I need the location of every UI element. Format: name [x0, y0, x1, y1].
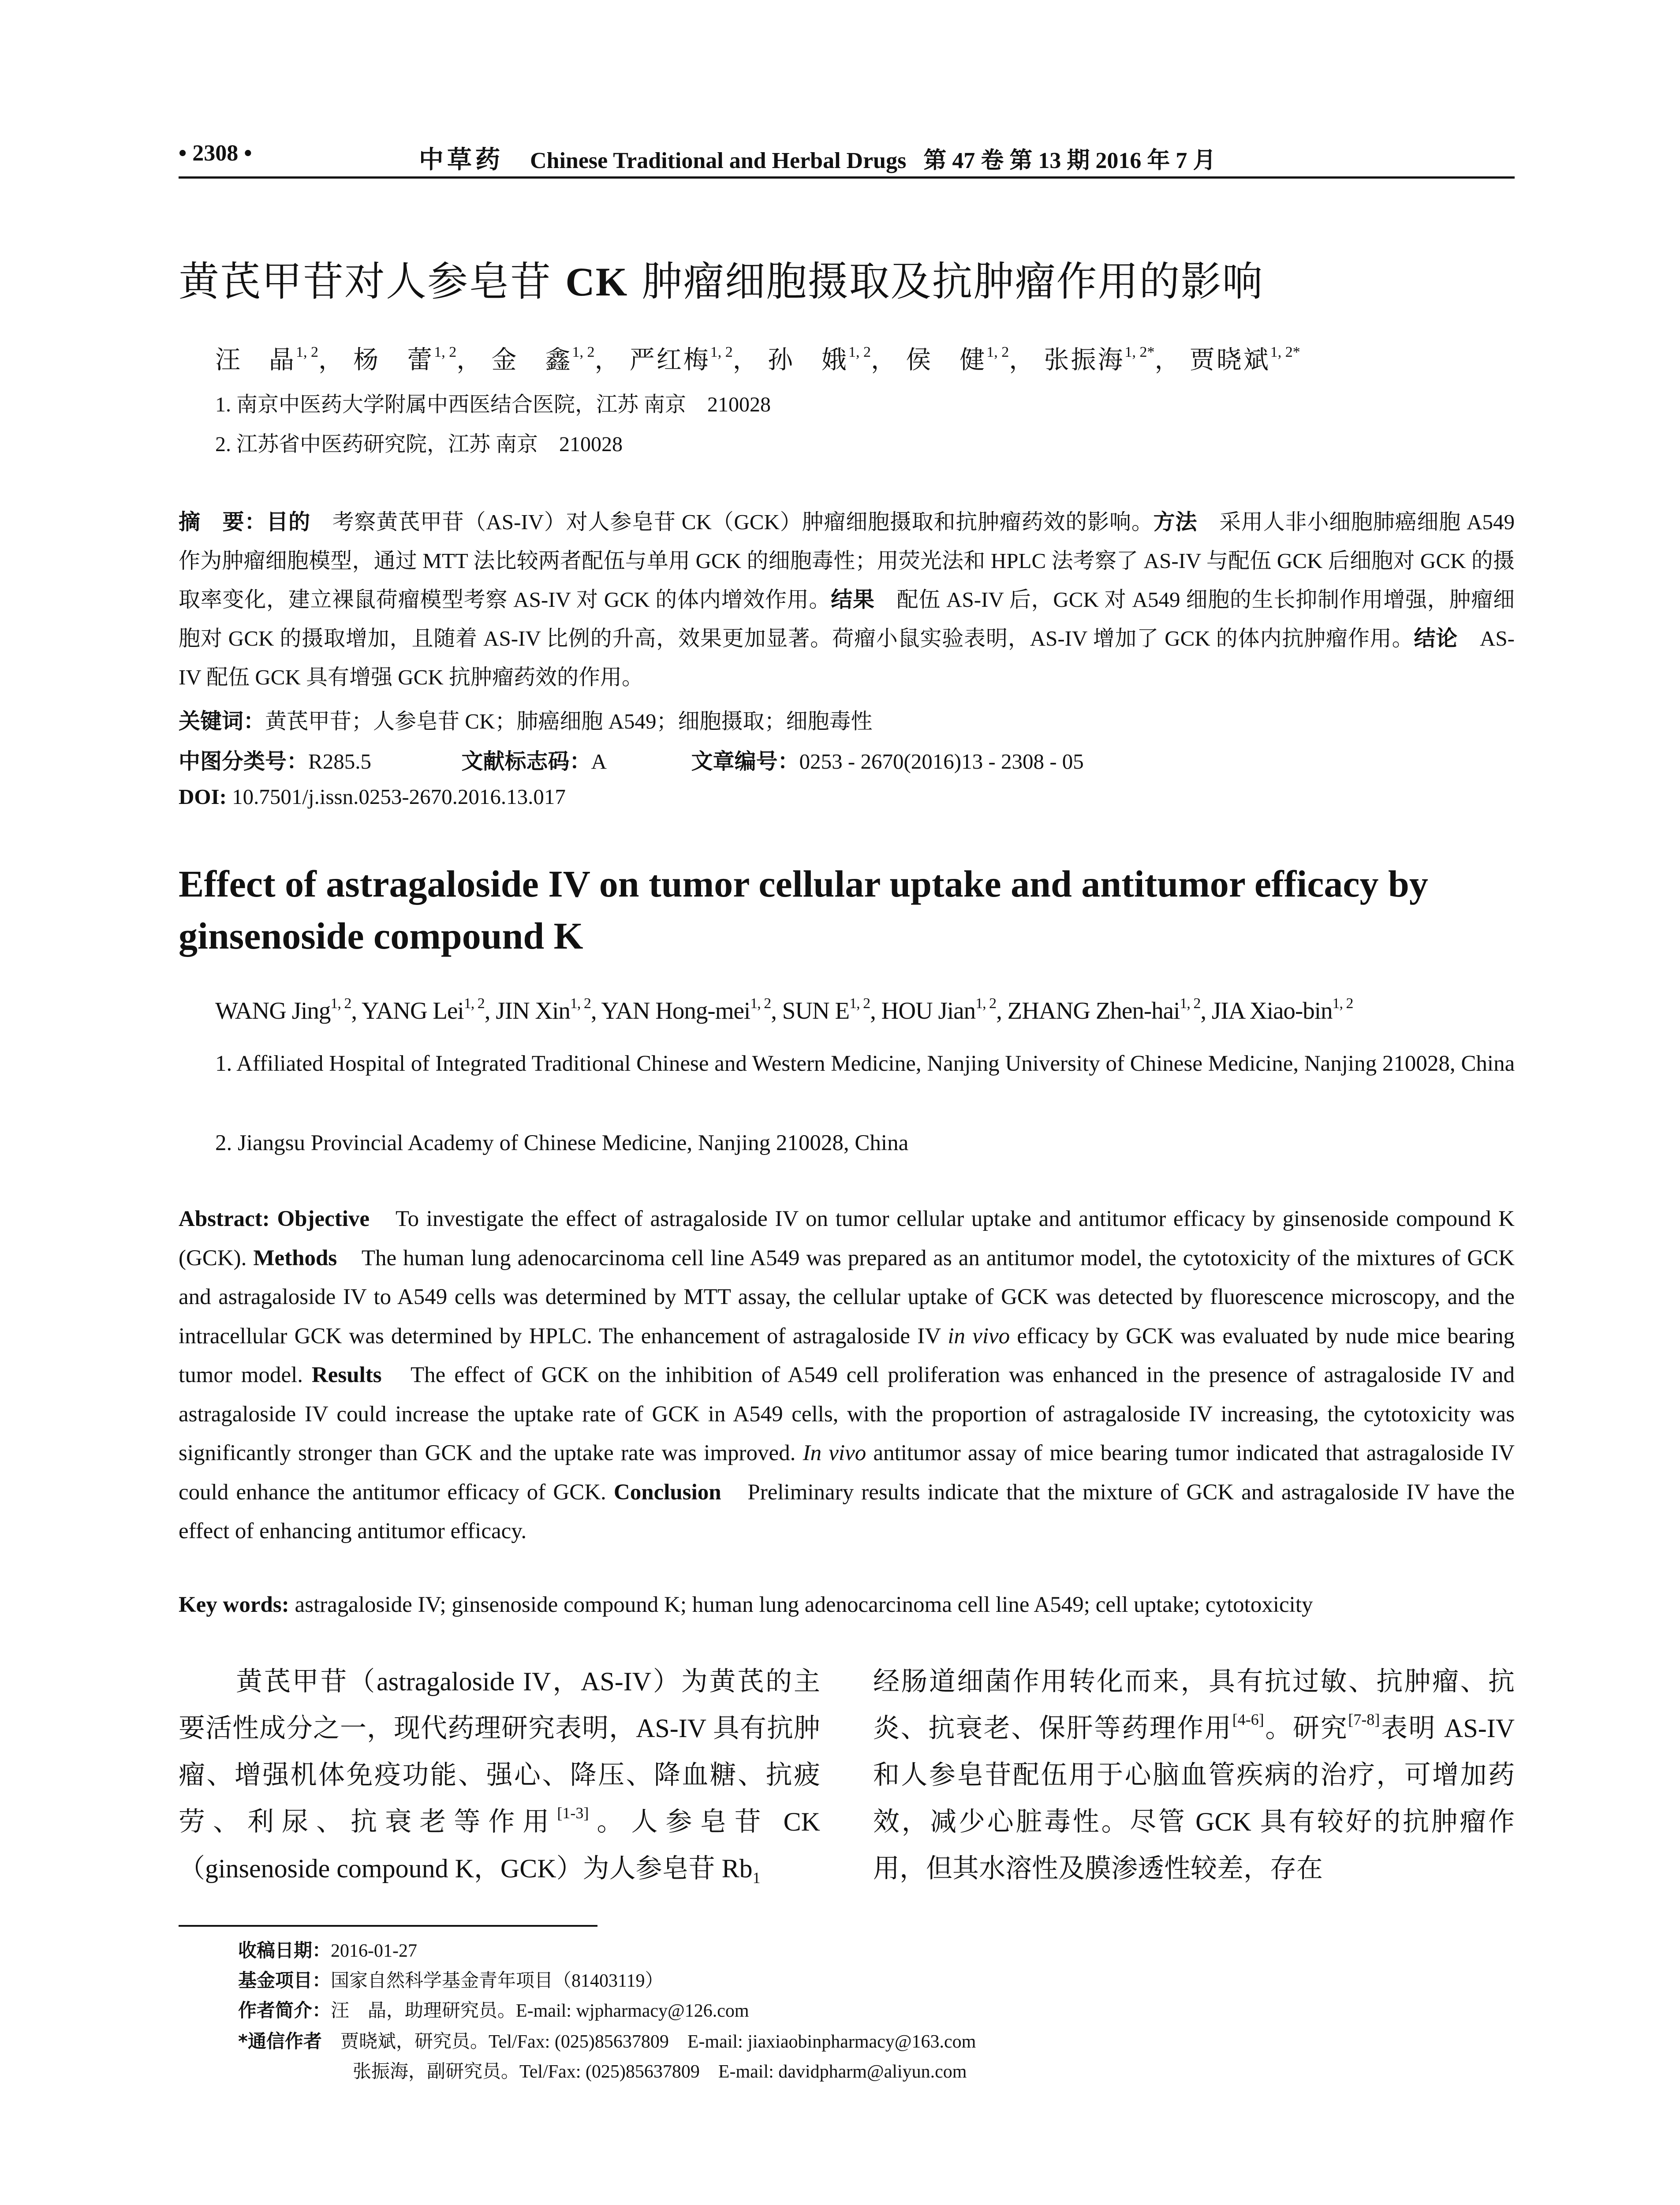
- keywords-cn: [179, 704, 872, 735]
- footnote-rule: [179, 1925, 597, 1927]
- authors-cn: 汪 晶$^{1, 2}$， 杨 蕾$^{1, 2}$， 金 鑫$^{1, 2}$， 严红梅$^{1, 2}$， 孙 娥$^{1, 2}$， 侯 健$^{1, 2}$， 张振海$^{1, 2*}$， 贾晓斌$^{1, 2*}$: [215, 344, 1300, 374]
- affiliation-en-1: [215, 1044, 1516, 1083]
- doi-line: [179, 784, 566, 809]
- citation-ref: [4-6]: [1232, 1711, 1264, 1728]
- article-no-value: 0253 - 2670(2016)13 - 2308 - 05: [799, 749, 1084, 774]
- keywords-cn-text: 黄芪甲苷；人参皂苷 CK；肺癌细胞 A549；细胞摄取；细胞毒性: [265, 709, 873, 733]
- results-text-en-2: antitumor assay of mice bearing tumor indicated that astragaloside IV could enhance the antitumor efficacy of GCK.: [179, 1441, 1515, 1505]
- title-cn: [179, 249, 1264, 307]
- citation-ref: [7-8]: [1348, 1711, 1380, 1728]
- abstract-cn: [179, 503, 1515, 697]
- author-en: HOU Jian$^{1, 2}$: [881, 995, 997, 1024]
- objective-text-cn: 考察黄芪甲苷（AS-IV）对人参皂苷 CK（GCK）肿瘤细胞摄取和抗肿瘤药效的影响。: [310, 510, 1154, 534]
- author-cn: 贾晓斌$^{1, 2*}$: [1189, 344, 1300, 374]
- running-header: [179, 140, 1501, 176]
- body-column-right: 经肠道细菌作用转化而来，具有抗过敏、抗肿瘤、抗炎、抗衰老、保肝等药理作用[4-6]。研究[7-8]表明 AS-IV 和人参皂苷配伍用于心脑血管疾病的治疗，可增加药效，减少心脏毒性。尽管 GCK 具有较好的抗肿瘤作用，但其水溶性及膜渗透性较差，存在: [873, 1667, 1515, 1883]
- footnote-fund: 基金项目：国家自然科学基金青年项目（81403119）: [238, 1970, 664, 1991]
- keywords-cn-label: 关键词：: [179, 709, 265, 734]
- clc-label: 中图分类号：: [179, 749, 309, 774]
- title-cn-part3: 肿瘤细胞摄取及抗肿瘤作用的影响: [628, 258, 1264, 305]
- body-column-left: 黄芪甲苷（astragaloside IV，AS-IV）为黄芪的主要活性成分之一，现代药理研究表明，AS-IV 具有抗肿瘤、增强机体免疫功能、强心、降压、降血糖、抗疲劳、利尿、抗衰老等作用[1-3]。人参皂苷 CK（ginsenoside compound K，GCK）为人参皂苷 $Rb_1$: [179, 1667, 821, 1887]
- keywords-en-label: Key words:: [179, 1592, 289, 1617]
- keywords-en-text: astragaloside IV; ginsenoside compound K; human lung adenocarcinoma cell line A549; cell uptake; cytotoxicity: [289, 1592, 1313, 1617]
- author-en: WANG Jing$^{1, 2}$: [215, 995, 351, 1024]
- author-en: JIA Xiao-bin$^{1, 2}$: [1211, 995, 1353, 1024]
- author-cn: 严红梅$^{1, 2}$: [629, 344, 733, 374]
- abstract-en-label: Abstract: Objective: [179, 1207, 370, 1231]
- methods-text-cn: 采用人非小细胞肺癌细胞 A549 作为肿瘤细胞模型，通过 MTT 法比较两者配伍与单用 GCK 的细胞毒性；用荧光法和 HPLC 法考察了 AS-IV 与配伍 GCK 后细胞对 GCK 的摄取率变化，建立裸鼠荷瘤模型考察 AS-IV 对 GCK 的体内增效作用。: [179, 510, 1515, 612]
- in-vivo-italic-2: In vivo: [803, 1441, 866, 1465]
- author-en: YANG Lei$^{1, 2}$: [361, 995, 485, 1024]
- journal-issue: 第 47 卷 第 13 期 2016 年 7 月: [923, 148, 1216, 173]
- page-number: • 2308 •: [179, 141, 252, 166]
- author-cn: 张振海$^{1, 2*}$: [1044, 344, 1155, 374]
- conclusion-text-cn: AS-IV 配伍 GCK 具有增强 GCK 抗肿瘤药效的作用。: [179, 626, 1515, 689]
- results-label-en: Results: [311, 1363, 382, 1387]
- author-cn: 金 鑫$^{1, 2}$: [491, 344, 595, 374]
- methods-text-en: The human lung adenocarcinoma cell line A549 was prepared as an antitumor model, the cytotoxicity of the mixtures of GCK and astragaloside IV to A549 cells was determined by MTT assay, the cellular uptake of GCK was detected by fluorescence microscopy, and the intracellular GCK was determined by HPLC. The enhancement of astragaloside IV: [179, 1245, 1515, 1349]
- abstract-cn-label: 摘 要：: [179, 509, 267, 534]
- author-cn: 侯 健$^{1, 2}$: [906, 344, 1009, 374]
- author-en: JIN Xin$^{1, 2}$: [496, 995, 591, 1024]
- journal-name-en: Chinese Traditional and Herbal Drugs: [530, 148, 907, 173]
- results-label-cn: 结果: [831, 587, 875, 612]
- keywords-en: [179, 1592, 1515, 1618]
- methods-label-en: Methods: [253, 1245, 337, 1271]
- title-cn-part1: 黄芪甲苷对人参皂苷: [179, 258, 566, 305]
- results-text-en: The effect of GCK on the inhibition of A549 cell proliferation was enhanced in the presence of astragaloside IV and astragaloside IV could increase the uptake rate of GCK in A549 cells, with the proportion of astragaloside IV increasing, the cytotoxicity was significantly stronger than GCK and the uptake rate was improved.: [179, 1363, 1515, 1465]
- title-en: Effect of astragaloside IV on tumor cellular uptake and antitumor efficacy by ginsenoside compound K: [179, 863, 1428, 957]
- footnote-corresponding: *通信作者 贾晓斌，研究员。Tel/Fax: (025)85637809 E-mail: jiaxiaobinpharmacy@163.com: [238, 2030, 976, 2052]
- footnote-received: 收稿日期：2016-01-27: [238, 1940, 417, 1961]
- conclusion-label-cn: 结论: [1414, 626, 1458, 651]
- abstract-en: [179, 1200, 1515, 1551]
- classification-line: [179, 744, 1084, 775]
- conclusion-text-en: Preliminary results indicate that the mixture of GCK and astragaloside IV have the effect of enhancing antitumor efficacy.: [179, 1480, 1515, 1544]
- author-cn: 汪 晶$^{1, 2}$: [215, 344, 318, 374]
- journal-name-cn: 中草药: [419, 145, 504, 174]
- doi-value[interactable]: 10.7501/j.issn.0253-2670.2016.13.017: [226, 785, 566, 809]
- footnote-corresponding-2: 张振海，副研究员。Tel/Fax: (025)85637809 E-mail: davidpharm@aliyun.com: [353, 2062, 967, 2082]
- methods-label-cn: 方法: [1153, 509, 1198, 534]
- affiliation-cn-2: 2. 江苏省中医药研究院，江苏 南京 210028: [215, 433, 623, 456]
- objective-label-cn: 目的: [266, 509, 310, 534]
- author-en: SUN E$^{1, 2}$: [782, 995, 870, 1024]
- results-text-cn: 配伍 AS-IV 后，GCK 对 A549 细胞的生长抑制作用增强，肿瘤细胞对 GCK 的摄取增加，且随着 AS-IV 比例的升高，效果更加显著。荷瘤小鼠实验表明，AS-IV 增加了 GCK 的体内抗肿瘤作用。: [179, 587, 1515, 650]
- conclusion-label-en: Conclusion: [613, 1480, 721, 1505]
- in-vivo-italic: in vivo: [948, 1323, 1010, 1349]
- objective-text-en: To investigate the effect of astragaloside IV on tumor cellular uptake and antitumor efficacy by ginsenoside compound K (GCK).: [179, 1207, 1515, 1271]
- doi-label: DOI:: [179, 785, 227, 809]
- author-cn: 杨 蕾$^{1, 2}$: [353, 344, 457, 374]
- authors-en: WANG Jing$^{1, 2}$, YANG Lei$^{1, 2}$, JIN Xin$^{1, 2}$, YAN Hong-mei$^{1, 2}$, SUN E$^{1, 2}$, HOU Jian$^{1, 2}$, ZHANG Zhen-hai$^{1, 2}$, JIA Xiao-bin$^{1, 2}$: [215, 995, 1353, 1024]
- citation-ref: [1-3]: [557, 1804, 589, 1822]
- header-rule: [179, 176, 1515, 179]
- journal-name: [419, 140, 1216, 176]
- affiliation-cn-1: 1. 南京中医药大学附属中西医结合医院，江苏 南京 210028: [215, 393, 771, 416]
- title-cn-ck: CK: [565, 259, 628, 304]
- doc-code-label: 文献标志码：: [461, 749, 591, 774]
- clc-value: R285.5: [308, 749, 371, 774]
- footnote-author: 作者简介：汪 晶，助理研究员。E-mail: wjpharmacy@126.com: [238, 1999, 749, 2021]
- methods-text-en-2: efficacy by GCK was evaluated by nude mice bearing tumor model.: [179, 1323, 1515, 1387]
- author-en: YAN Hong-mei$^{1, 2}$: [601, 995, 771, 1024]
- affiliation-en-2: 2. Jiangsu Provincial Academy of Chinese Medicine, Nanjing 210028, China: [215, 1131, 909, 1155]
- article-no-label: 文章编号：: [691, 749, 799, 774]
- author-cn: 孙 娥$^{1, 2}$: [768, 344, 871, 374]
- doc-code-value: A: [591, 749, 606, 774]
- affiliation-en-1-text: 1. Affiliated Hospital of Integrated Traditional Chinese and Western Medicine, Nanjing University of Chinese Medicine, Nanjing 210028, China: [215, 1051, 1515, 1076]
- author-en: ZHANG Zhen-hai$^{1, 2}$: [1007, 995, 1201, 1024]
